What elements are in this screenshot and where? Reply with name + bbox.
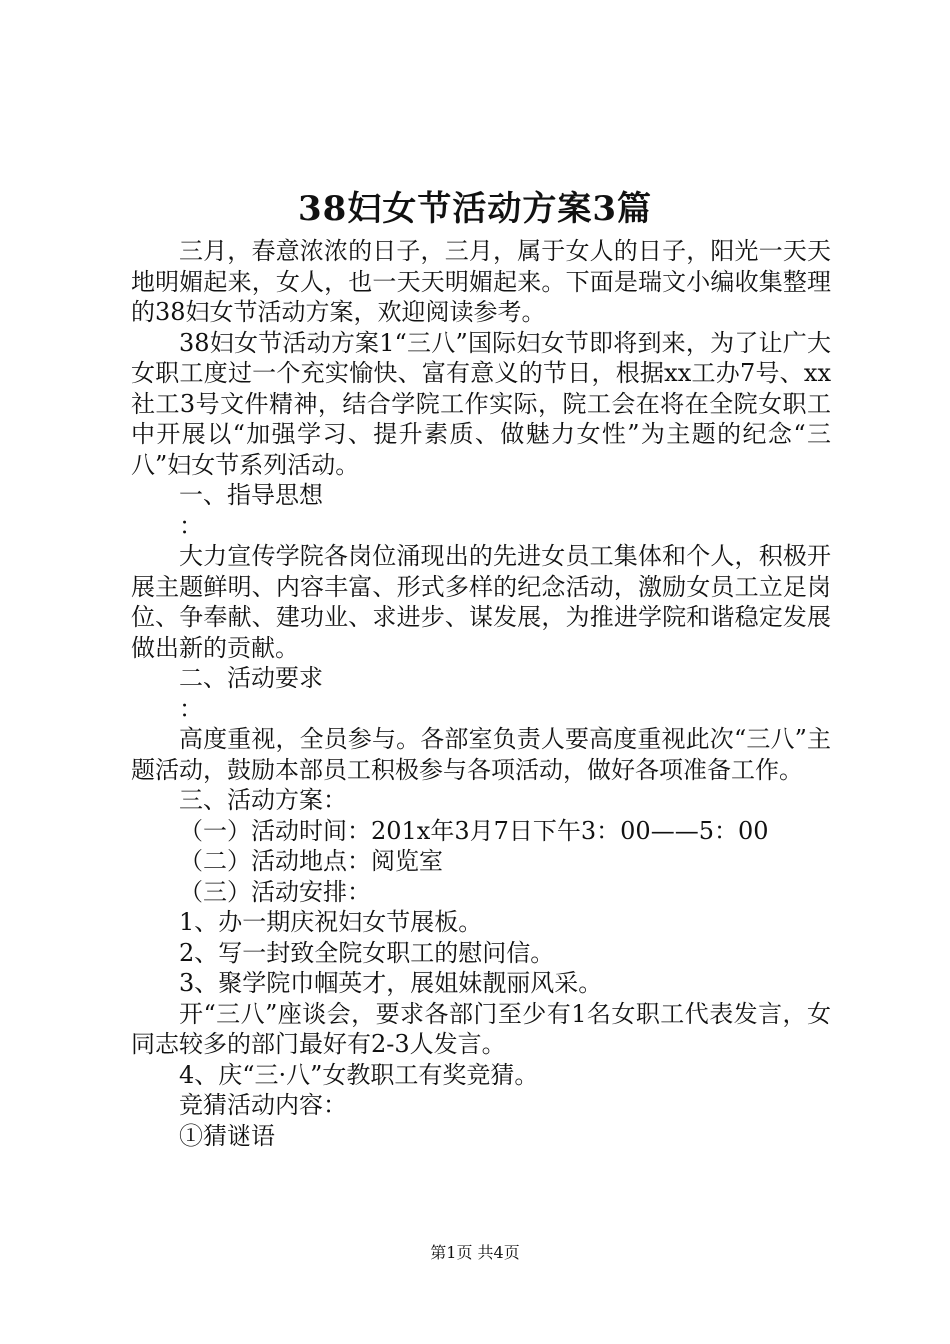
intro-paragraph: 三月，春意浓浓的日子，三月，属于女人的日子，阳光一天天地明媚起来，女人，也一天天明媚起来。下面是瑞文小编收集整理的38妇女节活动方案，欢迎阅读参考。 [131,237,831,326]
page-number-footer: 第1页 共4页 [430,1243,520,1262]
section-heading-activity-plan: 三、活动方案： [179,786,347,814]
guiding-ideology-paragraph: 大力宣传学院各岗位涌现出的先进女员工集体和个人，积极开展主题鲜明、内容丰富、形式多样的纪念活动，激励女员工立足岗位、争奉献、建功业、求进步、谋发展，为推进学院和谐稳定发展做出新的贡献。 [131,542,831,662]
activity-arrangement-heading: （三）活动安排： [179,877,371,906]
arrangement-item-4: 4、庆“三·八”女教职工有奖竞猜。 [179,1060,539,1089]
colon-line: ： [179,694,203,723]
activity-time: （一）活动时间：201x年3月7日下午3：00——5：00 [179,816,769,845]
quiz-item-riddles: ①猜谜语 [179,1121,275,1150]
arrangement-item-1: 1、办一期庆祝妇女节展板。 [179,908,483,936]
section-heading-requirements: 二、活动要求 [179,664,323,692]
arrangement-item-2: 2、写一封致全院女职工的慰问信。 [179,938,555,967]
requirements-paragraph: 高度重视，全员参与。各部室负责人要高度重视此次“三八”主题活动，鼓励本部员工积极参与各项活动，做好各项准备工作。 [131,725,831,784]
document-title: 38妇女节活动方案3篇 [298,189,652,229]
arrangement-item-3: 3、聚学院巾帼英才，展姐妹靓丽风采。 [179,969,603,997]
section-heading-guiding-ideology: 一、指导思想 [179,481,323,509]
activity-location: （二）活动地点：阅览室 [179,847,443,875]
plan-1-paragraph: 38妇女节活动方案1“三八”国际妇女节即将到来，为了让广大女职工度过一个充实愉快、富有意义的节日，根据xx工办7号、xx社工3号文件精神，结合学院工作实际，院工会在将在全院女职工中开展以“加强学习、提升素质、做魅力女性”为主题的纪念“三八”妇女节系列活动。 [131,328,831,479]
quiz-content-heading: 竞猜活动内容： [179,1091,347,1119]
document-body [131,236,831,1151]
symposium-paragraph: 开“三八”座谈会，要求各部门至少有1名女职工代表发言，女同志较多的部门最好有2-3人发言。 [131,999,831,1058]
colon-line: ： [179,511,203,540]
